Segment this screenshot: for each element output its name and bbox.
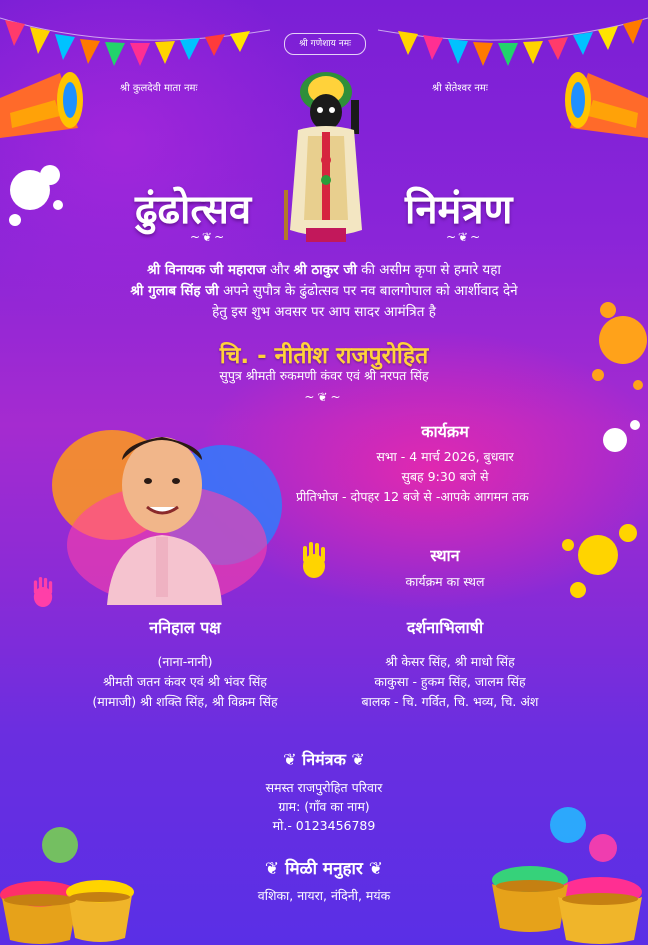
intro-line-2: श्री गुलाब सिंह जी अपने सुपौत्र के ढुंढोत्सव पर नव बालगोपाल को आर्शीवाद देने (130, 283, 518, 299)
paint-splash-right-white-icon (585, 410, 645, 470)
ornament-right: ~❦~ (446, 230, 483, 244)
handprint-yellow-icon (296, 540, 332, 580)
maternal-line-3: (मामाजी) श्री शक्ति सिंह, श्री विक्रम सिंह (92, 694, 278, 709)
intro-line-3: हेतु इस शुभ अवसर पर आप सादर आमंत्रित है (212, 304, 436, 320)
inviter-line-3: मो.- 0123456789 (272, 818, 376, 833)
program-line-3: प्रीतिभोज - दोपहर 12 बजे से -आपके आगमन तक (296, 489, 529, 504)
darshan-line-2: काकुसा - हुकम सिंह, जालम सिंह (374, 674, 526, 689)
venue-line: कार्यक्रम का स्थल (405, 574, 485, 589)
program-line-2: सुबह 9:30 बजे से (401, 469, 489, 484)
ornament-left: ~❦~ (190, 230, 227, 244)
intro-line-1: श्री विनायक जी महाराज और श्री ठाकुर जी की असीम कृपा से हमारे यहा (147, 262, 501, 278)
paint-splash-right-yellow-icon (548, 505, 648, 605)
program-heading: कार्यक्रम (421, 422, 469, 441)
handprint-pink-icon (28, 575, 58, 609)
megaphone-right-icon (556, 68, 648, 148)
ganesh-tag: श्री गणेशाय नमः (284, 33, 366, 55)
maternal-heading: ननिहाल पक्ष (149, 618, 221, 637)
inviter-heading: ❦ निमंत्रक ❦ (283, 750, 365, 769)
venue-heading: स्थान (430, 546, 460, 565)
child-photo (52, 415, 282, 605)
darshan-heading: दर्शनाभिलाषी (406, 618, 484, 637)
title-right: निमंत्रण (405, 186, 513, 233)
child-parents: सुपुत्र श्रीमती रुकमणी कंवर एवं श्री नरपत सिंह (219, 368, 429, 383)
color-pots-right-icon (478, 800, 648, 945)
blessing-left: श्री कुलदेवी माता नमः (120, 83, 198, 94)
deity-figure-icon (278, 70, 374, 248)
ornament-divider: ~❦~ (304, 390, 344, 404)
darshan-line-3: बालक - चि. गर्वित, चि. भव्य, चि. अंश (361, 694, 539, 709)
milni-line: वशिका, नायरा, नंदिनी, मयंक (257, 888, 391, 903)
darshan-line-1: श्री केसर सिंह, श्री माधो सिंह (385, 654, 515, 669)
megaphone-left-icon (0, 68, 92, 148)
child-photo-illustration-icon (52, 415, 282, 605)
title-left: ढुंढोत्सव (135, 186, 252, 233)
inviter-line-2: ग्राम: (गाँव का नाम) (278, 799, 370, 814)
color-pots-left-icon (0, 820, 160, 945)
child-name: चि. - नीतीश राजपुरोहित (219, 343, 429, 369)
maternal-line-1: (नाना-नानी) (157, 654, 213, 669)
milni-heading: ❦ मिळी मनुहार ❦ (264, 859, 384, 879)
paint-splash-left-icon (0, 150, 80, 250)
program-line-1: सभा - 4 मार्च 2026, बुधवार (376, 449, 514, 464)
inviter-line-1: समस्त राजपुरोहित परिवार (265, 780, 383, 795)
blessing-right: श्री सेतेश्वर नमः (432, 83, 488, 94)
maternal-line-2: श्रीमती जतन कंवर एवं श्री भंवर सिंह (103, 674, 267, 689)
